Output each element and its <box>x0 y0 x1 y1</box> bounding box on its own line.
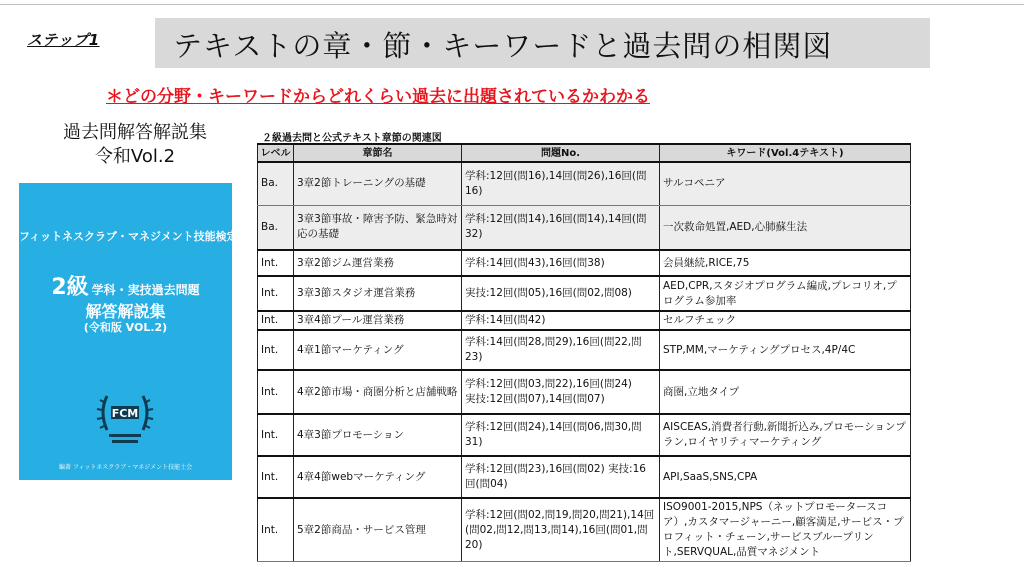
table-row <box>258 370 911 414</box>
cover-exam-name: フィットネスクラブ・マネジメント技能検定 <box>19 230 238 243</box>
cell-level: Int. <box>258 456 294 498</box>
cell-questions: 学科:12回(問14),16回(問14),14回(問32) <box>462 205 660 250</box>
note-text: ＊どの分野・キーワードからどれくらい過去に出題されているかわかる <box>106 87 650 107</box>
cell-questions: 学科:14回(問42) <box>462 311 660 330</box>
table-row <box>258 498 911 562</box>
cell-level: Int. <box>258 276 294 311</box>
title-box <box>155 18 930 68</box>
step-label: ステップ1 <box>27 31 100 49</box>
table-row <box>258 162 911 205</box>
cell-level: Int. <box>258 250 294 276</box>
logo-text: FCM <box>111 407 139 420</box>
cell-chapter: 3章3節事故・障害予防、緊急時対応の基礎 <box>294 205 462 250</box>
cell-chapter: 5章2節商品・サービス管理 <box>294 498 462 562</box>
cell-keywords: STP,MM,マーケティングプロセス,4P/4C <box>660 330 911 370</box>
cell-keywords: サルコペニア <box>660 162 911 205</box>
cell-keywords: API,SaaS,SNS,CPA <box>660 456 911 498</box>
cell-chapter: 3章3節スタジオ運営業務 <box>294 276 462 311</box>
cell-level: Ba. <box>258 205 294 250</box>
book-label-line2: 令和Vol.2 <box>94 146 176 167</box>
cell-level: Int. <box>258 311 294 330</box>
cell-keywords: 一次救命処置,AED,心肺蘇生法 <box>660 205 911 250</box>
table-row <box>258 311 911 330</box>
cover-publisher: 編著 フィットネスクラブ・マネジメント技能士会 <box>58 464 193 471</box>
top-divider <box>0 4 1024 5</box>
cell-keywords: ISO9001-2015,NPS（ネットプロモータースコア）,カスタマージャーニー,顧客満足,サービス・プロフィット・チェーン,サービスブループリント,SERVQUAL,品質マネジメント <box>660 498 911 562</box>
cell-level: Ba. <box>258 162 294 205</box>
table-title: ２級過去問と公式テキスト章節の関連図 <box>262 133 442 144</box>
cell-questions: 学科:12回(問24),14回(問06,問30,問31) <box>462 414 660 456</box>
table-row <box>258 456 911 498</box>
cell-chapter: 3章4節プール運営業務 <box>294 311 462 330</box>
relation-table <box>257 143 911 562</box>
table-row <box>258 330 911 370</box>
cell-questions: 学科:14回(問43),16回(問38) <box>462 250 660 276</box>
cell-chapter: 4章1節マーケティング <box>294 330 462 370</box>
cover-grade-sub: 学科・実技過去問題 <box>91 283 200 297</box>
cell-level: Int. <box>258 370 294 414</box>
cell-keywords: 会員継続,RICE,75 <box>660 250 911 276</box>
book-label-line1: 過去問解答解説集 <box>63 122 207 143</box>
cell-chapter: 4章3節プロモーション <box>294 414 462 456</box>
header-level: レベル <box>258 144 294 162</box>
cover-grade-line <box>19 270 232 301</box>
table-row <box>258 414 911 456</box>
cell-questions: 学科:12回(問02,問19,問20,問21),14回(問02,問12,問13,問14),16回(問01,問20) <box>462 498 660 562</box>
cell-questions: 学科:14回(問28,問29),16回(問22,問23) <box>462 330 660 370</box>
table-row <box>258 205 911 250</box>
cell-questions: 学科:12回(問16),14回(問26),16回(問16) <box>462 162 660 205</box>
cover-grade: 2級 <box>51 275 89 300</box>
table-row <box>258 250 911 276</box>
cell-keywords: セルフチェック <box>660 311 911 330</box>
cell-chapter: 4章4節webマーケティング <box>294 456 462 498</box>
book-label <box>40 121 230 169</box>
slide-title: テキストの章・節・キーワードと過去問の相関図 <box>173 29 833 63</box>
cell-chapter: 4章2節市場・商圏分析と店舗戦略 <box>294 370 462 414</box>
cell-keywords: 商圏,立地タイプ <box>660 370 911 414</box>
book-cover <box>19 183 238 480</box>
table-header-row <box>258 144 911 162</box>
header-keywords: キワード(Vol.4テキスト) <box>660 144 911 162</box>
cell-questions: 学科:12回(問03,問22),16回(問24) 実技:12回(問07),14回(問07) <box>462 370 660 414</box>
cell-level: Int. <box>258 414 294 456</box>
header-chapter: 章節名 <box>294 144 462 162</box>
cell-level: Int. <box>258 330 294 370</box>
cell-chapter: 3章2節トレーニングの基礎 <box>294 162 462 205</box>
table-row <box>258 276 911 311</box>
cell-questions: 学科:12回(問23),16回(問02) 実技:16回(問04) <box>462 456 660 498</box>
cell-chapter: 3章2節ジム運営業務 <box>294 250 462 276</box>
header-questions: 問題No. <box>462 144 660 162</box>
cover-title: 解答解説集 <box>85 302 166 321</box>
cell-keywords: AED,CPR,スタジオプログラム編成,プレコリオ,プログラム参加率 <box>660 276 911 311</box>
cell-level: Int. <box>258 498 294 562</box>
cell-keywords: AISCEAS,消費者行動,新聞折込み,プロモーションプラン,ロイヤリティマーケティング <box>660 414 911 456</box>
fcm-logo-icon <box>95 388 155 452</box>
cover-edition: (令和版 VOL.2) <box>83 321 168 334</box>
cell-questions: 実技:12回(問05),16回(問02,問08) <box>462 276 660 311</box>
